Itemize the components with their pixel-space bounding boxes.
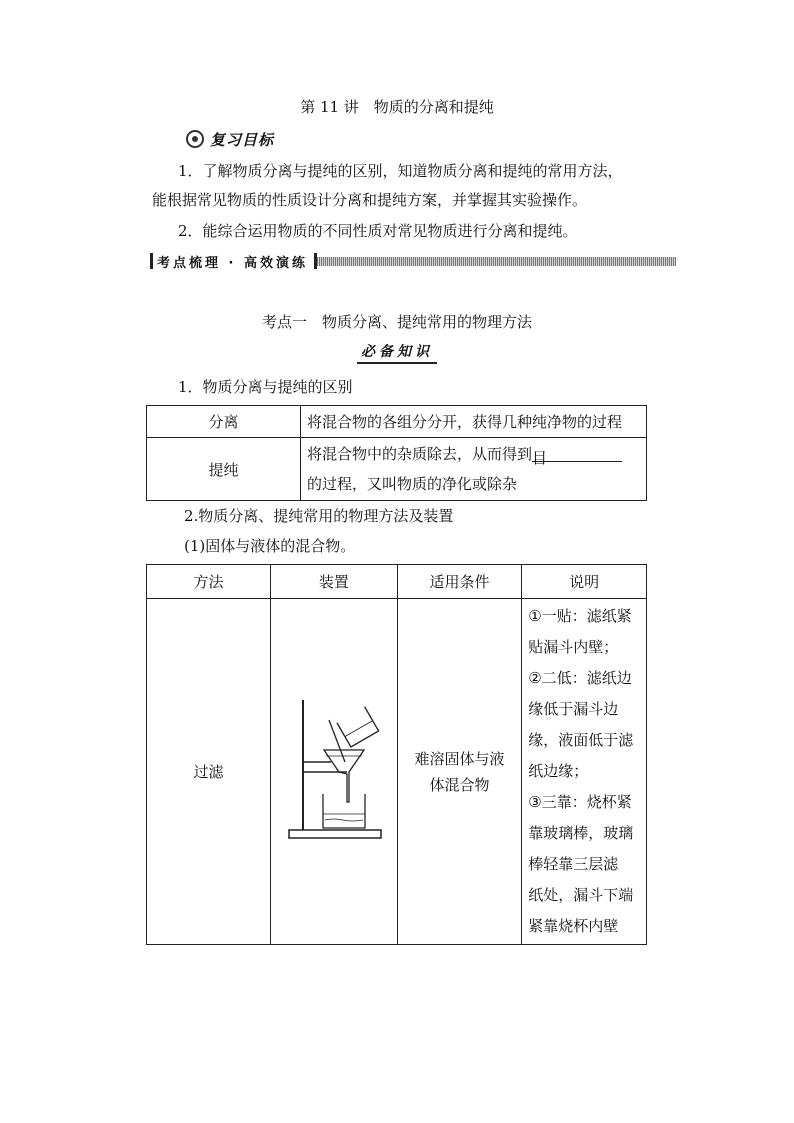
note-line: 棒轻靠三层滤 (528, 855, 619, 873)
fill-blank (532, 443, 622, 467)
desc-cell: 将混合物的各组分分开，获得几种纯净物的过程 (301, 406, 647, 438)
note-line: 缘，液面低于滤 (528, 731, 634, 749)
subsection-2-title: 2.物质分离、提纯常用的物理方法及装置 (184, 507, 454, 525)
header-notes: 说明 (522, 565, 647, 599)
desc-cell (301, 438, 647, 501)
apparatus-cell (271, 599, 398, 945)
table-row (147, 406, 647, 438)
term-cell: 分离 (147, 406, 301, 438)
blank-char: 目 (532, 449, 548, 467)
condition-line-2: 体混合物 (429, 775, 490, 794)
note-line: ②二低：滤纸边 (528, 669, 632, 687)
subsection-3-title: (1)固体与液体的混合物。 (184, 537, 356, 555)
note-line: 贴漏斗内壁； (528, 638, 619, 656)
banner-hatch (317, 257, 676, 266)
desc-text-part2: 的过程，又叫物质的净化或除杂 (307, 475, 518, 493)
note-line: 纸处，漏斗下端 (528, 886, 634, 904)
goal-2: 2．能综合运用物质的不同性质对常见物质进行分离和提纯。 (178, 222, 578, 240)
review-goals-header (186, 128, 274, 150)
method-cell: 过滤 (147, 599, 271, 945)
goal-1-line-2: 能根据常见物质的性质设计分离和提纯方案，并掌握其实验操作。 (152, 191, 588, 209)
note-line: ①一贴：滤纸紧 (528, 607, 632, 625)
methods-table (146, 564, 647, 945)
banner-text: 考点梳理 · 高效演练 (157, 255, 308, 271)
desc-text-part1: 将混合物中的杂质除去，从而得到 (307, 445, 533, 463)
page-title: 第 11 讲 物质的分离和提纯 (300, 98, 494, 116)
condition-line-1: 难溶固体与液 (414, 749, 505, 768)
target-icon (186, 130, 204, 148)
filtration-apparatus-icon (279, 690, 389, 850)
must-know-label: 必备知识 (357, 344, 437, 364)
note-line: 紧靠烧杯内壁 (528, 917, 619, 935)
note-line: 靠玻璃棒，玻璃 (528, 824, 634, 842)
must-know-heading (0, 341, 794, 361)
note-line: 纸边缘； (528, 762, 589, 780)
section-banner (150, 251, 676, 271)
review-goals-label: 复习目标 (210, 130, 275, 149)
section-title: 考点一 物质分离、提纯常用的物理方法 (261, 313, 532, 331)
header-condition: 适用条件 (397, 565, 522, 599)
header-row (147, 565, 647, 599)
note-line: 缘低于漏斗边 (528, 700, 619, 718)
header-apparatus: 装置 (271, 565, 398, 599)
note-line: ③三靠：烧杯紧 (528, 793, 632, 811)
notes-cell (522, 599, 647, 945)
table-row (147, 438, 647, 501)
subsection-1-title: 1．物质分离与提纯的区别 (178, 378, 353, 396)
term-cell: 提纯 (147, 438, 301, 501)
condition-cell (397, 599, 522, 945)
table-row (147, 599, 647, 945)
header-method: 方法 (147, 565, 271, 599)
goal-1-line-1: 1．了解物质分离与提纯的区别，知道物质分离和提纯的常用方法， (178, 162, 623, 180)
distinction-table (146, 405, 647, 501)
